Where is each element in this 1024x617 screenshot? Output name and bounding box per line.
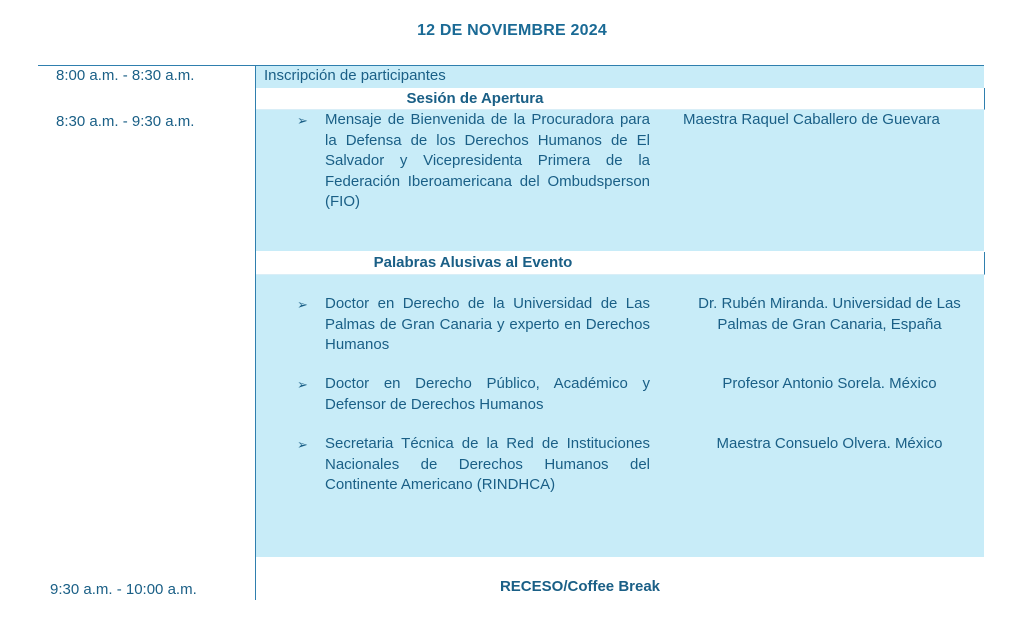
remarks-header [256,252,985,275]
opening-session-title: Sesión de Apertura [406,90,544,107]
date-title: 12 DE NOVIEMBRE 2024 [417,22,607,39]
remarks-item-speaker: Profesor Antonio Sorela. México [722,375,937,392]
opening-description: Mensaje de Bienvenida de la Procuradora para la Defensa de los Derechos Humanos de El Salvador y Vicepresidenta Primera de la Federación Iberoamericana del Ombudsperson (FIO) [325,111,650,210]
opening-time: 8:30 a.m. - 9:30 a.m. [56,113,195,130]
remarks-bullet-icon: ➢ [297,297,308,312]
remarks-bullet-icon: ➢ [297,437,308,452]
opening-speaker: Maestra Raquel Caballero de Guevara [683,111,940,128]
break-time: 9:30 a.m. - 10:00 a.m. [50,581,197,598]
break-activity: RECESO/Coffee Break [499,578,661,595]
remarks-item-description: Doctor en Derecho Público, Académico y Defensor de Derechos Humanos [325,375,650,413]
opening-session-header [256,88,985,110]
registration-time: 8:00 a.m. - 8:30 a.m. [56,67,195,84]
remarks-title: Palabras Alusivas al Evento [373,254,573,271]
remarks-item-description: Secretaria Técnica de la Red de Instituciones Nacionales de Derechos Humanos del Continente Americano (RINDHCA) [325,435,650,493]
remarks-item-speaker: Dr. Rubén Miranda. Universidad de Las Palmas de Gran Canaria, España [698,295,961,333]
registration-activity: Inscripción de participantes [264,67,446,84]
remarks-item-description: Doctor en Derecho de la Universidad de Las Palmas de Gran Canaria y experto en Derechos Humanos [325,295,650,353]
opening-bullet-icon: ➢ [297,113,308,128]
remarks-item-speaker: Maestra Consuelo Olvera. México [716,435,943,452]
remarks-bullet-icon: ➢ [297,377,308,392]
